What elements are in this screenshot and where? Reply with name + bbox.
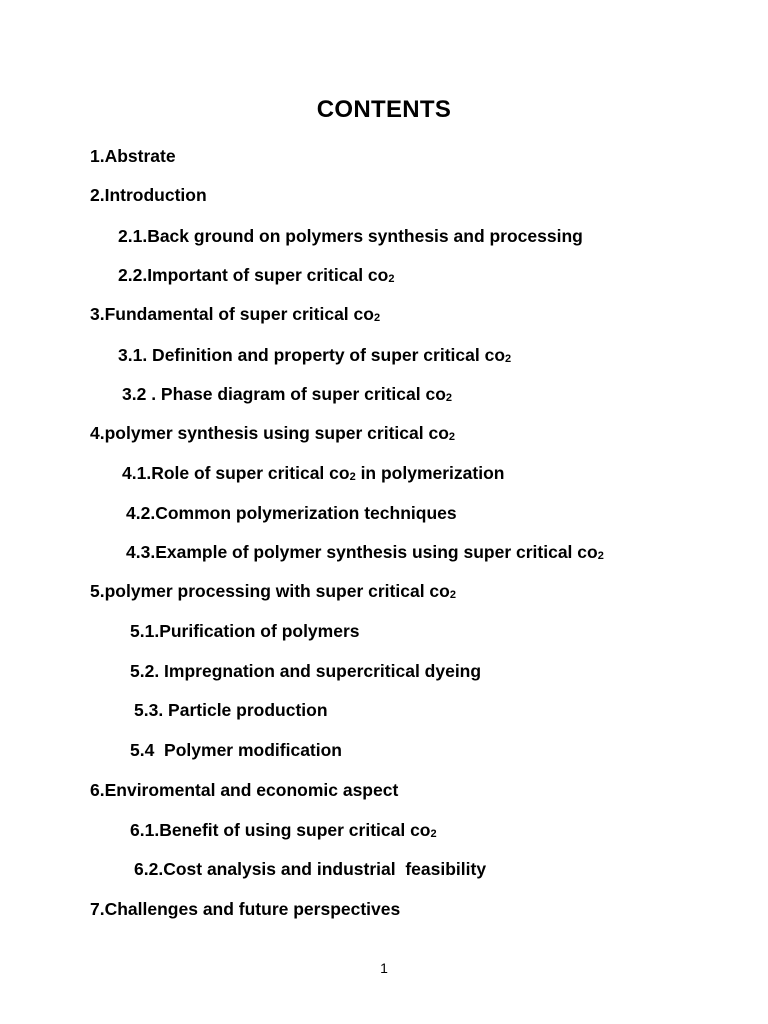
toc-entry-text: 5.4 Polymer modification bbox=[130, 740, 342, 760]
toc-entry-3-2 bbox=[122, 382, 452, 406]
toc-entry-5 bbox=[90, 579, 456, 603]
toc-entry-text: 2.1.Back ground on polymers synthesis and processing bbox=[118, 226, 583, 246]
toc-entry-text: 3.1. Definition and property of super critical co bbox=[118, 345, 506, 365]
toc-entry-5-2 bbox=[130, 659, 481, 683]
toc-entry-6-2 bbox=[134, 857, 486, 881]
toc-entry-2-2 bbox=[118, 263, 394, 287]
toc-entry-3-1 bbox=[118, 343, 511, 367]
toc-entry-2 bbox=[90, 183, 207, 207]
toc-entry-text: 4.3.Example of polymer synthesis using super critical co bbox=[126, 542, 598, 562]
toc-entry-text: 7.Challenges and future perspectives bbox=[90, 899, 401, 919]
toc-entry-text: 2.2.Important of super critical co bbox=[118, 265, 389, 285]
toc-entry-4-2 bbox=[126, 501, 457, 525]
toc-entry-4 bbox=[90, 421, 455, 445]
toc-entry-text: 6.Enviromental and economic aspect bbox=[90, 780, 399, 800]
toc-entry-text: 3.2 . Phase diagram of super critical co bbox=[122, 384, 446, 404]
subscript: 2 bbox=[505, 353, 512, 365]
subscript: 2 bbox=[448, 431, 456, 443]
subscript: 2 bbox=[430, 828, 437, 840]
toc-entry-text: 5.1.Purification of polymers bbox=[130, 621, 360, 641]
toc-entry-text: 6.2.Cost analysis and industrial feasibility bbox=[134, 859, 487, 879]
toc-entry-text: 5.2. Impregnation and supercritical dyeing bbox=[130, 661, 482, 681]
toc-entry-5-1 bbox=[130, 619, 360, 643]
toc-entry-4-3 bbox=[126, 540, 604, 564]
toc-entry-text: 2.Introduction bbox=[90, 185, 207, 205]
toc-entry-text: 4.1.Role of super critical co bbox=[122, 463, 350, 483]
page-number: 1 bbox=[380, 960, 388, 976]
toc-entry-6-1 bbox=[130, 818, 437, 842]
subscript: 2 bbox=[388, 273, 395, 285]
toc-entry-text: 4.polymer synthesis using super critical co bbox=[90, 423, 449, 443]
subscript: 2 bbox=[373, 312, 381, 324]
toc-entry-text: 6.1.Benefit of using super critical co bbox=[130, 820, 431, 840]
subscript: 2 bbox=[445, 392, 453, 404]
toc-entry-text: 4.2.Common polymerization techniques bbox=[126, 503, 457, 523]
toc-entry-5-3 bbox=[134, 698, 328, 722]
toc-entry-2-1 bbox=[118, 224, 583, 248]
toc-entry-text-after: in polymerization bbox=[355, 463, 505, 483]
toc-entry-6 bbox=[90, 778, 398, 802]
toc-entry-4-1 bbox=[122, 461, 504, 485]
toc-entry-text: 5.polymer processing with super critical co bbox=[90, 581, 450, 601]
toc-entry-text: 3.Fundamental of super critical co bbox=[90, 304, 374, 324]
subscript: 2 bbox=[349, 471, 356, 483]
page-title: CONTENTS bbox=[316, 96, 452, 123]
toc-entry-text: 5.3. Particle production bbox=[134, 700, 328, 720]
subscript: 2 bbox=[449, 589, 456, 601]
toc-entry-1 bbox=[90, 144, 176, 168]
toc-entry-text: 1.Abstrate bbox=[90, 146, 176, 166]
toc-entry-3 bbox=[90, 302, 380, 326]
toc-entry-5-4 bbox=[130, 738, 342, 762]
subscript: 2 bbox=[597, 550, 604, 562]
toc-entry-7 bbox=[90, 897, 400, 921]
